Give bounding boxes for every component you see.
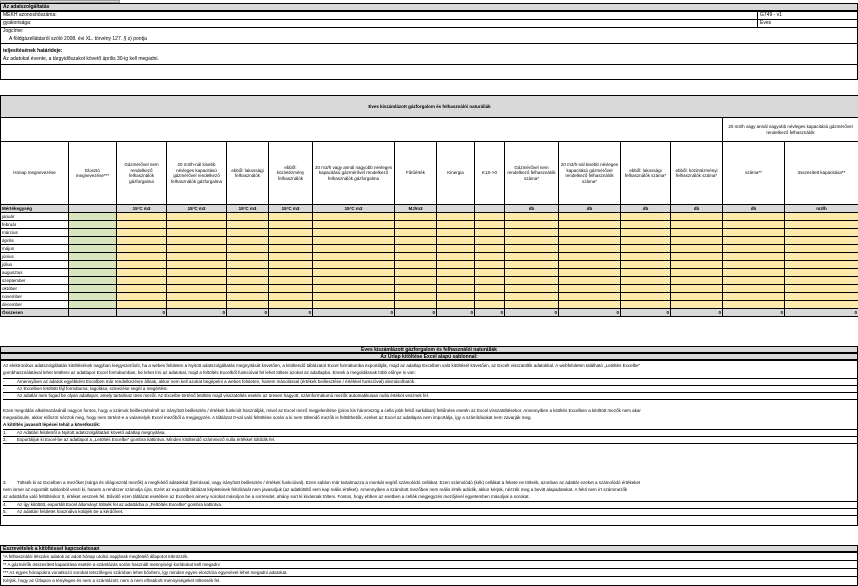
input-cell[interactable] xyxy=(395,301,437,309)
bullet-3: - Az adatlár nem fogad be olyan adatlapot, amely tartalmaz üres mezőt. Az Excelbe történő letöltés majd visszatöltés esetén az üresen hagyott, számformátumú mezők automatikusan nulla értéket vesznek fel. xyxy=(3,392,857,400)
input-cell[interactable] xyxy=(313,301,395,309)
input-cell[interactable] xyxy=(269,229,313,237)
input-cell[interactable] xyxy=(167,221,227,229)
table-row xyxy=(1,301,858,309)
unit-cell: db xyxy=(671,205,723,213)
input-cell[interactable] xyxy=(785,301,858,309)
total-cell: 0 xyxy=(475,309,505,317)
total-cell: 0 xyxy=(395,309,437,317)
input-cell[interactable] xyxy=(437,237,475,245)
input-cell[interactable] xyxy=(227,261,269,269)
input-cell[interactable] xyxy=(167,245,227,253)
table-row xyxy=(1,285,858,293)
group-header-large: 20 m3/h vagy annál nagyobb névleges kapacitású gázmérővel rendelkező felhasználók xyxy=(723,118,858,142)
total-label: Összesen xyxy=(1,309,69,317)
input-cell[interactable] xyxy=(269,245,313,253)
input-cell[interactable] xyxy=(117,237,167,245)
bullet-1: - Amennyiben az adatok egyébként Excelben már rendelkezésre állnak, akkor nem kell azokat begépelni a webes felületen, hanem másolással (értékek beillesztése / értékkel funkcióval) idemásolhatók. xyxy=(3,378,857,385)
note-3: *** Az egyes hónapokra vonatkozó sorokat tetszőleges számban lehet bővíteni, így minden egyes elosztóra egyesével lehet megadni adatokat. xyxy=(3,570,857,577)
input-cell[interactable] xyxy=(559,229,621,237)
instr-p2a: Ezen megoldás alkalmazásánál nagyon fontos, hogy a számok beillesztésénél az irányított beillesztés / értékek funkciót használják, mivel az Excel mező megjelenítése (piros kis háromszög a cella jobb felső sarkában) feltűnése esetén az Excel visszatöltésekor. Amennyiben a kitöltés Excelben a kitöltött mezők nem akar xyxy=(3,408,641,413)
unit-cell: db xyxy=(723,205,785,213)
input-cell[interactable] xyxy=(437,285,475,293)
month-label: február xyxy=(1,221,69,229)
input-cell[interactable] xyxy=(395,293,437,301)
step-5: 5. Az adattári felületet használva küldjék be a kérdőívet. xyxy=(3,508,857,516)
month-label: december xyxy=(1,301,69,309)
bullet-2: - Az Excelben letöltött fájl formátuma, tagolása, szinezése segíti a megértést. xyxy=(3,385,857,392)
step-3b: nem ismer az exportált sablonból veszi ki, hanem a rendszer számolja újra. Ezért az exportált táblázat képleteinek felülírását nem javasoljuk (az adatkitöltő sem kap reális értéket). Amennyiben a számított mezőben nem reális érték adódik, akkor kérjük, nézzék meg a bevitt alapadatokat. A felül nem írt számmezők xyxy=(3,487,628,492)
input-cell[interactable] xyxy=(559,293,621,301)
unit-cell: Mértékegység xyxy=(1,205,69,213)
instr-p2b: megvalósulni, akkor először nézzük meg, hogy nem történt-e a valamelyik Excel mezőből a megjegyzés. A táblázat 0-val való feltöltése során a ki nem töltendő mezők is feltölthetők, ezeket az Excel az adatlapra nem importálja, így a számításokat nem zavarják meg. xyxy=(3,415,532,420)
input-cell[interactable] xyxy=(69,253,117,261)
input-cell[interactable] xyxy=(785,253,858,261)
input-cell[interactable] xyxy=(269,237,313,245)
input-cell[interactable] xyxy=(395,221,437,229)
unit-cell: 15°C m3 xyxy=(227,205,269,213)
input-cell[interactable] xyxy=(475,253,505,261)
freq-value: Éves xyxy=(757,20,771,27)
table-title: Éves kiszámlázott gázforgalom és felhasználói naturáliák xyxy=(1,96,858,118)
input-cell[interactable] xyxy=(313,293,395,301)
input-cell[interactable] xyxy=(475,269,505,277)
input-cell[interactable] xyxy=(785,221,858,229)
total-cell: 0 xyxy=(559,309,621,317)
input-cell[interactable] xyxy=(785,261,858,269)
column-header: Kinergia xyxy=(437,142,475,205)
input-cell[interactable] xyxy=(475,229,505,237)
steps-title: A kitöltés javasolt lépései tehát a következők: xyxy=(3,422,101,427)
deadline-label: teljesítésének határideje: xyxy=(3,48,63,54)
column-header: ebből: lakossági felhasználók xyxy=(227,142,269,205)
input-cell[interactable] xyxy=(117,229,167,237)
table-row xyxy=(1,213,858,221)
month-label: október xyxy=(1,285,69,293)
input-cell[interactable] xyxy=(117,245,167,253)
input-cell[interactable] xyxy=(437,261,475,269)
total-cell: 0 xyxy=(621,309,671,317)
input-cell[interactable] xyxy=(559,285,621,293)
input-cell[interactable] xyxy=(69,237,117,245)
input-cell[interactable] xyxy=(269,269,313,277)
input-cell[interactable] xyxy=(559,253,621,261)
input-cell[interactable] xyxy=(167,213,227,221)
input-cell[interactable] xyxy=(117,277,167,285)
input-cell[interactable] xyxy=(723,301,785,309)
column-header: ebből: közintézmény felhasználók xyxy=(269,142,313,205)
input-cell[interactable] xyxy=(69,293,117,301)
mekh-label: MEKH azonosítószáma: xyxy=(3,12,57,18)
input-cell[interactable] xyxy=(269,253,313,261)
input-cell[interactable] xyxy=(167,293,227,301)
input-cell[interactable] xyxy=(505,285,559,293)
column-header: K1S->0 xyxy=(475,142,505,205)
instr-title: Éves kiszámlázott gázforgalom és felhasználói naturáliák xyxy=(0,346,858,353)
input-cell[interactable] xyxy=(269,261,313,269)
input-cell[interactable] xyxy=(437,301,475,309)
input-cell[interactable] xyxy=(621,229,671,237)
input-cell[interactable] xyxy=(167,253,227,261)
input-cell[interactable] xyxy=(227,237,269,245)
input-cell[interactable] xyxy=(437,269,475,277)
month-label: július xyxy=(1,261,69,269)
input-cell[interactable] xyxy=(227,285,269,293)
column-header: Fűtőérték xyxy=(395,142,437,205)
input-cell[interactable] xyxy=(505,253,559,261)
table-row xyxy=(1,253,858,261)
info-divider xyxy=(1,64,857,65)
input-cell[interactable] xyxy=(69,213,117,221)
input-cell[interactable] xyxy=(395,213,437,221)
input-cell[interactable] xyxy=(671,221,723,229)
input-cell[interactable] xyxy=(395,277,437,285)
notes-header: Észrevételek a kitöltéssel kapcsolatosan xyxy=(0,545,858,552)
input-cell[interactable] xyxy=(227,221,269,229)
input-cell[interactable] xyxy=(269,293,313,301)
note-2: ** A gázmérők összesített kapacitása esetén a számlázás során használt mennyiségi korlátokat kell megadni xyxy=(3,562,857,569)
input-cell[interactable] xyxy=(437,221,475,229)
instructions-box xyxy=(0,360,858,526)
input-cell[interactable] xyxy=(475,301,505,309)
total-cell: 0 xyxy=(167,309,227,317)
input-cell[interactable] xyxy=(69,245,117,253)
input-cell[interactable] xyxy=(621,245,671,253)
input-cell[interactable] xyxy=(475,221,505,229)
unit-cell: 15°C m3 xyxy=(117,205,167,213)
input-cell[interactable] xyxy=(505,221,559,229)
input-cell[interactable] xyxy=(559,269,621,277)
month-label: szeptember xyxy=(1,277,69,285)
total-cell: 0 xyxy=(785,309,858,317)
column-header: ebből: közintézményi felhasználók száma* xyxy=(671,142,723,205)
input-cell[interactable] xyxy=(69,285,117,293)
input-cell[interactable] xyxy=(437,245,475,253)
input-cell[interactable] xyxy=(671,285,723,293)
input-cell[interactable] xyxy=(621,237,671,245)
total-cell: 0 xyxy=(505,309,559,317)
column-header: 20 m3/h-nál kisebb névleges kapacitású gázmérővel rendelkező felhasználók gázforgalma xyxy=(167,142,227,205)
input-cell[interactable] xyxy=(559,301,621,309)
input-cell[interactable] xyxy=(671,253,723,261)
input-cell[interactable] xyxy=(785,237,858,245)
column-header: Gázmérővel nem rendelkező felhasználók gázforgalma xyxy=(117,142,167,205)
input-cell[interactable] xyxy=(475,261,505,269)
input-cell[interactable] xyxy=(227,269,269,277)
input-cell[interactable] xyxy=(313,213,395,221)
gas-table xyxy=(0,95,858,317)
input-cell[interactable] xyxy=(69,229,117,237)
input-cell[interactable] xyxy=(475,245,505,253)
input-cell[interactable] xyxy=(559,237,621,245)
legal-label: Jogcíme: xyxy=(3,28,24,34)
input-cell[interactable] xyxy=(723,285,785,293)
column-header: 20 m3/h-nál kisebb névleges kapacitású gázmérővel rendelkező felhasználók száma* xyxy=(559,142,621,205)
input-cell[interactable] xyxy=(621,261,671,269)
unit-cell: 15°C m3 xyxy=(269,205,313,213)
input-cell[interactable] xyxy=(313,277,395,285)
unit-cell xyxy=(475,205,505,213)
input-cell[interactable] xyxy=(313,261,395,269)
input-cell[interactable] xyxy=(313,269,395,277)
input-cell[interactable] xyxy=(559,245,621,253)
input-cell[interactable] xyxy=(559,261,621,269)
month-label: november xyxy=(1,293,69,301)
info-box xyxy=(0,11,858,80)
input-cell[interactable] xyxy=(671,269,723,277)
table-row xyxy=(1,237,858,245)
input-cell[interactable] xyxy=(167,269,227,277)
mekh-row xyxy=(1,12,857,20)
input-cell[interactable] xyxy=(671,229,723,237)
unit-cell xyxy=(437,205,475,213)
input-cell[interactable] xyxy=(227,293,269,301)
notes-box xyxy=(0,552,858,586)
input-cell[interactable] xyxy=(117,213,167,221)
input-cell[interactable] xyxy=(671,293,723,301)
input-cell[interactable] xyxy=(475,277,505,285)
input-cell[interactable] xyxy=(313,237,395,245)
input-cell[interactable] xyxy=(69,277,117,285)
input-cell[interactable] xyxy=(621,221,671,229)
column-header: összesített kapacitása** xyxy=(785,142,858,205)
input-cell[interactable] xyxy=(227,229,269,237)
input-cell[interactable] xyxy=(437,229,475,237)
input-cell[interactable] xyxy=(723,277,785,285)
input-cell[interactable] xyxy=(313,229,395,237)
input-cell[interactable] xyxy=(167,285,227,293)
month-label: június xyxy=(1,253,69,261)
unit-cell: m3/h xyxy=(785,205,858,213)
input-cell[interactable] xyxy=(621,269,671,277)
month-label: augusztus xyxy=(1,269,69,277)
input-cell[interactable] xyxy=(227,253,269,261)
input-cell[interactable] xyxy=(505,213,559,221)
input-cell[interactable] xyxy=(395,245,437,253)
step-1: 1. Az Adatlári felületről a Nyitott adatszolgáltatást követő adatlap megnyitása. xyxy=(3,429,857,436)
input-cell[interactable] xyxy=(723,221,785,229)
total-cell: 0 xyxy=(723,309,785,317)
input-cell[interactable] xyxy=(505,245,559,253)
freq-row xyxy=(1,20,857,28)
note-4: Kérjük, hogy az Űrlapon a tényleges és nem a számlázott, nem a nem elhatárolt mennyiségeket töltessék fel. xyxy=(3,578,221,583)
column-header: száma** xyxy=(723,142,785,205)
input-cell[interactable] xyxy=(785,269,858,277)
input-cell[interactable] xyxy=(621,293,671,301)
input-cell[interactable] xyxy=(785,293,858,301)
instr-subtitle: Az Űrlap kitöltése Excel alapú sablonnal: xyxy=(0,353,858,360)
month-label: május xyxy=(1,245,69,253)
month-label: április xyxy=(1,237,69,245)
info-header: Az adatszolgáltatás xyxy=(0,3,858,11)
input-cell[interactable] xyxy=(671,245,723,253)
input-cell[interactable] xyxy=(505,237,559,245)
input-cell[interactable] xyxy=(437,277,475,285)
table-row xyxy=(1,293,858,301)
table-row xyxy=(1,229,858,237)
input-cell[interactable] xyxy=(785,229,858,237)
input-cell[interactable] xyxy=(437,213,475,221)
input-cell[interactable] xyxy=(723,213,785,221)
input-cell[interactable] xyxy=(395,285,437,293)
input-cell[interactable] xyxy=(227,277,269,285)
input-cell[interactable] xyxy=(313,245,395,253)
freq-label: gyakorisága: xyxy=(3,20,32,26)
total-cell: 0 xyxy=(269,309,313,317)
step-4: 4. Az így kitöltött, exportált Excel állományt töltsék fel az adattárba a „Feltöltés Excelbe” gombra kattintva. xyxy=(3,501,857,508)
input-cell[interactable] xyxy=(117,261,167,269)
input-cell[interactable] xyxy=(227,213,269,221)
input-cell[interactable] xyxy=(167,229,227,237)
input-cell[interactable] xyxy=(117,269,167,277)
input-cell[interactable] xyxy=(117,221,167,229)
input-cell[interactable] xyxy=(621,213,671,221)
input-cell[interactable] xyxy=(785,245,858,253)
input-cell[interactable] xyxy=(671,277,723,285)
input-cell[interactable] xyxy=(227,301,269,309)
input-cell[interactable] xyxy=(559,213,621,221)
input-cell[interactable] xyxy=(117,301,167,309)
input-cell[interactable] xyxy=(167,237,227,245)
input-cell[interactable] xyxy=(475,213,505,221)
column-header: Gázmérővel nem rendelkező felhasználók száma* xyxy=(505,142,559,205)
input-cell[interactable] xyxy=(505,301,559,309)
input-cell[interactable] xyxy=(395,229,437,237)
legal-row xyxy=(1,28,857,44)
input-cell[interactable] xyxy=(559,221,621,229)
input-cell[interactable] xyxy=(395,237,437,245)
column-header: ebből: lakossági felhasználók száma* xyxy=(621,142,671,205)
total-cell: 0 xyxy=(437,309,475,317)
month-label: március xyxy=(1,229,69,237)
table-row xyxy=(1,277,858,285)
total-cell: 0 xyxy=(117,309,167,317)
deadline-value: Az adatokat évente, a tárgyidőszakot követő április 30-ig kell megadni. xyxy=(3,56,159,62)
unit-cell: 15°C m3 xyxy=(313,205,395,213)
input-cell[interactable] xyxy=(167,277,227,285)
total-cell: 0 xyxy=(227,309,269,317)
step-3c: az adattárba való feltöltéskor 0, értéket vesznek fel. Bővülő ezen táblázat esetében az Excelben ameny sorokat másoljon be a sorrendet, ahány sort ki kívánnak tölteni. Fontos, hogy ebben az esetben a cellák megjegyzés mezőjével egyetemben másoljuk a sorokat. xyxy=(3,494,530,499)
input-cell[interactable] xyxy=(723,237,785,245)
total-cell: 0 xyxy=(671,309,723,317)
table-row xyxy=(1,269,858,277)
input-cell[interactable] xyxy=(559,277,621,285)
step-2: 2. Exportáljuk ki Excel-be az adatlapot a „Letöltés Excelbe” gombra kattintva. Minden kitöltendő számmező nulla értékkel töltődik fel. xyxy=(3,436,857,444)
input-cell[interactable] xyxy=(269,285,313,293)
input-cell[interactable] xyxy=(313,221,395,229)
input-cell[interactable] xyxy=(437,253,475,261)
input-cell[interactable] xyxy=(437,293,475,301)
input-cell[interactable] xyxy=(269,213,313,221)
input-cell[interactable] xyxy=(69,221,117,229)
input-cell[interactable] xyxy=(723,253,785,261)
input-cell[interactable] xyxy=(671,237,723,245)
note-1: *A felhasználói létszám adatok az adott hónap utolsó napjának megfelelő állapotot tükrözzék. xyxy=(3,554,857,561)
input-cell[interactable] xyxy=(723,245,785,253)
input-cell[interactable] xyxy=(475,293,505,301)
input-cell[interactable] xyxy=(69,269,117,277)
month-label: január xyxy=(1,213,69,221)
input-cell[interactable] xyxy=(505,269,559,277)
table-row xyxy=(1,261,858,269)
total-cell xyxy=(69,309,117,317)
unit-cell xyxy=(69,205,117,213)
input-cell[interactable] xyxy=(671,213,723,221)
table-row xyxy=(1,245,858,253)
input-cell[interactable] xyxy=(69,301,117,309)
column-header: Elosztó megnevezése*** xyxy=(69,142,117,205)
input-cell[interactable] xyxy=(621,277,671,285)
unit-cell: MJ/m3 xyxy=(395,205,437,213)
input-cell[interactable] xyxy=(505,261,559,269)
input-cell[interactable] xyxy=(671,261,723,269)
input-cell[interactable] xyxy=(475,285,505,293)
step-3: 3. Töltsék ki az Excelben a mezőket (sárga és világoszöld mezők) a megfelelő adatokkal (beírással, vagy irányított beillesztés / értékek funkcióval). Ezen sablon már tartalmazza a munkát segítő számolódó cellákat. Ezen számolódó (kék) cellákat a fekete ne töltsék, azonban az adattár ezeket a számolódó értékeket xyxy=(3,480,641,485)
input-cell[interactable] xyxy=(723,261,785,269)
input-cell[interactable] xyxy=(395,269,437,277)
column-header: Hónap megnevezése xyxy=(1,142,69,205)
table-row xyxy=(1,221,858,229)
input-cell[interactable] xyxy=(505,277,559,285)
input-cell[interactable] xyxy=(269,221,313,229)
unit-cell: db xyxy=(559,205,621,213)
legal-value: A földgázellátásról szóló 2008. évi XL. törvény 127. § s) pontja xyxy=(9,35,147,42)
input-cell[interactable] xyxy=(69,261,117,269)
input-cell[interactable] xyxy=(395,261,437,269)
input-cell[interactable] xyxy=(395,253,437,261)
input-cell[interactable] xyxy=(117,253,167,261)
input-cell[interactable] xyxy=(313,253,395,261)
input-cell[interactable] xyxy=(227,245,269,253)
input-cell[interactable] xyxy=(785,277,858,285)
input-cell[interactable] xyxy=(117,285,167,293)
input-cell[interactable] xyxy=(671,301,723,309)
input-cell[interactable] xyxy=(621,285,671,293)
mekh-code: G749 - v1 xyxy=(757,12,782,19)
input-cell[interactable] xyxy=(505,293,559,301)
input-cell[interactable] xyxy=(785,213,858,221)
input-cell[interactable] xyxy=(723,293,785,301)
input-cell[interactable] xyxy=(723,269,785,277)
input-cell[interactable] xyxy=(621,301,671,309)
input-cell[interactable] xyxy=(475,237,505,245)
unit-cell: db xyxy=(621,205,671,213)
input-cell[interactable] xyxy=(723,229,785,237)
input-cell[interactable] xyxy=(269,277,313,285)
input-cell[interactable] xyxy=(269,301,313,309)
input-cell[interactable] xyxy=(167,261,227,269)
input-cell[interactable] xyxy=(167,301,227,309)
input-cell[interactable] xyxy=(505,229,559,237)
column-header: 20 m3/h vagy annál nagyobb névleges kapacitású gázmérővel rendelkező felhasználók gázforgalma xyxy=(313,142,395,205)
unit-cell: db xyxy=(505,205,559,213)
instr-p1b: gombhasználatával lehet letölteni az adatlapot Excel formátumban, be lehet írni az adatokat, majd a feltöltés Excelből funkcióval fel lehet tölteni azokat az adatlapba. Ennek a megoldásnak több előnye is van: xyxy=(3,370,416,375)
input-cell[interactable] xyxy=(785,285,858,293)
instr-p1a: Az elektronikus adatszolgáltatás kitöltésének nagyban leegyszerűsíti, ha a webes felületen a Nyitott adatszolgáltatás megnyitását követően, a kitöltendő táblázatot Excel formátumba exportálják, majd az adatlap Excelben való kitöltését követően, az Excelt visszatöltik adatokkal. A webfelületen található „Letöltés Excelbe” xyxy=(3,363,641,368)
input-cell[interactable] xyxy=(621,253,671,261)
input-cell[interactable] xyxy=(117,293,167,301)
unit-cell: 15°C m3 xyxy=(167,205,227,213)
input-cell[interactable] xyxy=(313,285,395,293)
total-cell: 0 xyxy=(313,309,395,317)
header-spacer xyxy=(1,118,723,142)
